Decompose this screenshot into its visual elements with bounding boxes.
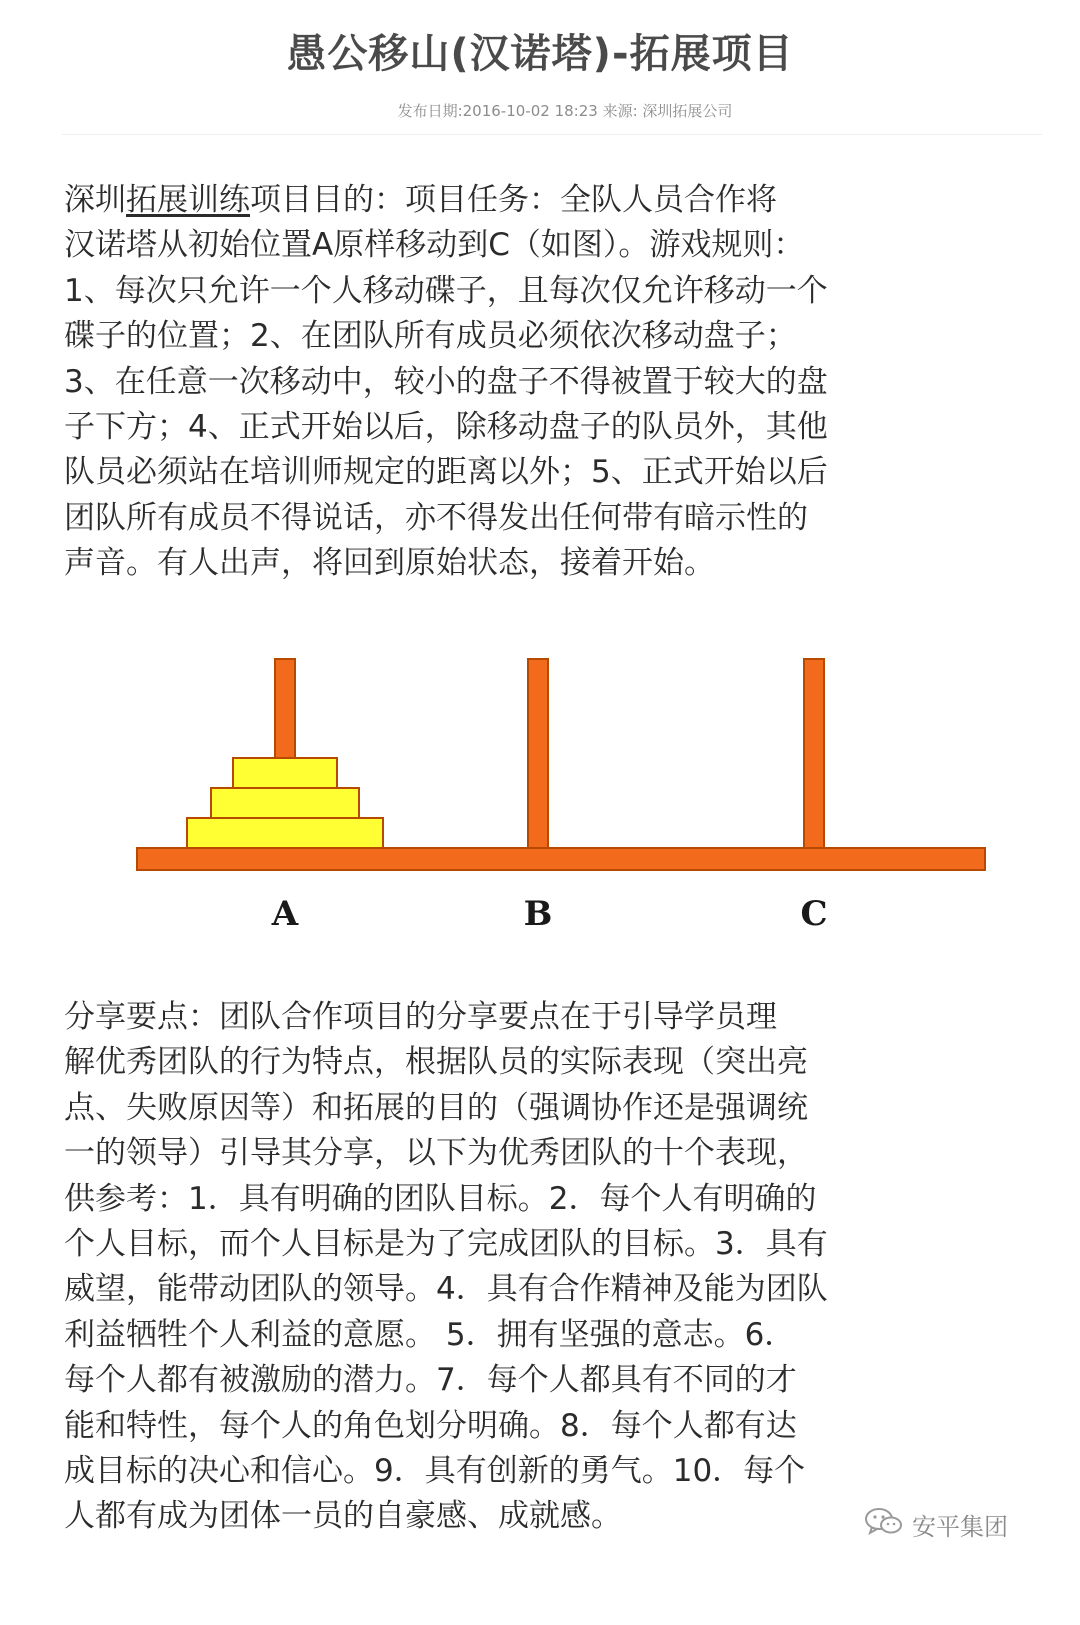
hanoi-diagram bbox=[130, 645, 1000, 945]
disk-3 bbox=[233, 758, 337, 788]
paragraph-sharing: 分享要点：团队合作项目的分享要点在于引导学员理 解优秀团队的行为特点，根据队员的实际表现（突出亮 点、失败原因等）和拓展的目的（强调协作还是强调统 一的领导）引导其分享，以下为优秀团队的十个表现， 供参考：1．具有明确的团队目标。2．每个人有明确的 个人目标，而个人目标是为了完成团队的目标。3．具有 威望，能带动团队的领导。4．具有合作精神及能为团队 利益牺牲个人利益的意愿。 5．拥有坚强的意志。6． 每个人都有被激励的潜力。7．每个人都具有不同的才 能和特性，每个人的角色划分明确。8．每个人都有达 成目标的决心和信心。9．具有创新的勇气。10．每个 人都有成为团体一员的自豪感、成就感。 bbox=[64, 999, 828, 1535]
peg-b bbox=[528, 659, 548, 849]
disk-1 bbox=[187, 818, 383, 848]
wechat-icon bbox=[864, 1506, 904, 1542]
peg-label-b: B bbox=[523, 894, 553, 934]
peg-label-c: C bbox=[800, 894, 828, 934]
hanoi-figure bbox=[130, 645, 1000, 945]
article-title: 愚公移山(汉诺塔)-拓展项目 bbox=[286, 31, 794, 77]
title-divider bbox=[62, 134, 1042, 135]
paragraph-rules-body: 项目目的：项目任务：全队人员合作将 汉诺塔从初始位置A原样移动到C（如图）。游戏规则： 1、每次只允许一个人移动碟子，且每次仅允许移动一个 碟子的位置；2、在团队所有成员必须依次移动盘子； 3、在任意一次移动中，较小的盘子不得被置于较大的盘 子下方；4、正式开始以后，除移动盘子的队员外，其他 队员必须站在培训师规定的距离以外；5、正式开始以后 团队所有成员不得说话，亦不得发出任何带有暗示性的 声音。有人出声，将回到原始状态，接着开始。 bbox=[64, 182, 828, 582]
article-meta: 发布日期:2016-10-02 18:23 来源: 深圳拓展公司 bbox=[397, 102, 733, 120]
hanoi-base bbox=[137, 848, 985, 870]
training-link[interactable]: 拓展训练 bbox=[126, 182, 250, 218]
peg-label-a: A bbox=[271, 894, 299, 934]
disk-2 bbox=[211, 788, 359, 818]
paragraph-rules bbox=[64, 178, 964, 587]
watermark-text: 安平集团 bbox=[912, 1512, 1008, 1541]
paragraph-rules-lead: 深圳 bbox=[64, 182, 126, 218]
peg-c bbox=[804, 659, 824, 849]
watermark bbox=[864, 1506, 1008, 1542]
